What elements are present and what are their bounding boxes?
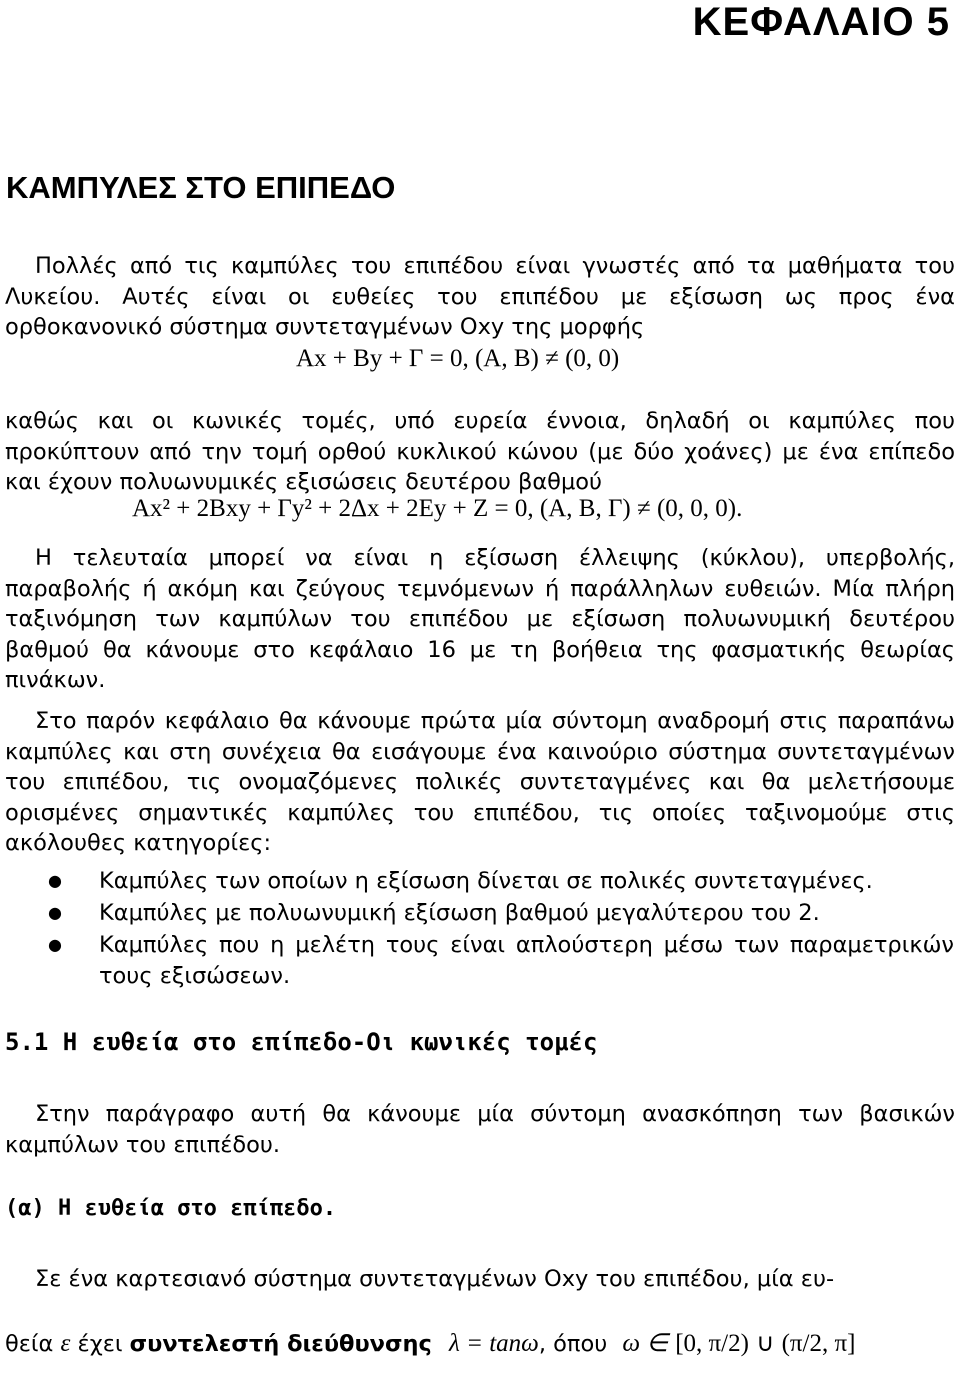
subsection-paragraph-2: Σε ένα καρτεσιανό σύστημα συντεταγμένων Oxy του επιπέδου, μία ευ- <box>35 1266 835 1292</box>
slope-term: συντελεστή διεύθυνσης <box>129 1331 432 1357</box>
section-title: ΚΑΜΠΥΛΕΣ ΣΤΟ ΕΠΙΠΕΔΟ <box>6 170 396 205</box>
document-page: ΚΕΦΑΛΑΙΟ 5 ΚΑΜΠΥΛΕΣ ΣΤΟ ΕΠΙΠΕΔΟ Πολλές από τις καμπύλες του επιπέδου είναι γνωστές από τα μαθήματα του Λυκείου. Αυτές είναι οι ευθείες του επιπέδου με εξίσωση ως προς ένα ορθοκανονικό σύστημα συντεταγμένων Oxy της μορφής Αx + Βy + Γ = 0, (Α, Β) ≠ (0, 0) καθώς και οι κωνικές τομές, υπό ευρεία έννοια, δηλαδή οι καμπύλες που προκύπτουν από την τομή ορθού κυκλικού κώνου (με δύο χοάνες) με ένα επίπεδο και έχουν πολυωνυμικές εξισώσεις δευτέρου βαθμού Αx² + 2Βxy + Γy² + 2Δx + 2Εy + Ζ = 0, (Α, Β, Γ) ≠ (0, 0, 0). Η τελευταία μπορεί να είναι η εξίσωση έλλειψης (κύκλου), υπερβολής, παραβολής ή ακόμη και ζεύγους τεμνόμενων ή παράλληλων ευθειών. Μία πλήρη ταξινόμηση των καμπύλων του επιπέδου με εξίσωση πολυωνυμική δευτέρου βαθμού θα κάνουμε στο κεφάλαιο 16 με τη βοήθεια της φασματικής θεωρίας πινάκων. Στο παρόν κεφάλαιο θα κάνουμε πρώτα μία σύντομη αναδρομή στις παραπάνω καμπύλες και στη συνέχεια θα εισάγουμε ένα καινούριο σύστημα συντεταγμένων του επιπέδου, τις ονομαζόμενες πολικές συντεταγμένες και θα μελετήσουμε ορισμένες σημαντικές καμπύλες του επιπέδου, τις οποίες ταξινομούμε στις ακόλουθες κατηγορίες: ● Καμπύλες των οποίων η εξίσωση δίνεται σε πολικές συντεταγμένες. ● Καμπύλες με πολυωνυμική εξίσωση βαθμού μεγαλύτερου του 2. ● Καμπύλες που η μελέτη τους είναι απλούστερη μέσω των παραμετρικών τους εξισώσεων. 5.1 Η ευθεία στο επίπεδο-Οι κωνικές τομές Στην παράγραφο αυτή θα κάνουμε μία σύντομη ανασκόπηση των βασικών καμπύλων του επιπέδου. (α) Η ευθεία στο επίπεδο. Σε ένα καρτεσιανό σύστημα συντεταγμένων Oxy του επιπέδου, μία ευ- θεία ε έχει συντελεστή διεύθυνσης λ = tanω, όπου ω ∈ [0, π/2) ∪ (π/2, π] <box>5 0 955 1357</box>
slope-formula: λ = tanω <box>449 1330 539 1357</box>
subsection-paragraph-1: Στην παράγραφο αυτή θα κάνουμε μία σύντομη ανασκόπηση των βασικών καμπύλων του επιπέδου. <box>5 1101 955 1158</box>
conic-equation: Αx² + 2Βxy + Γy² + 2Δx + 2Εy + Ζ = 0, (Α, Β, Γ) ≠ (0, 0, 0). <box>132 495 743 522</box>
chapter-title: ΚΕΦΑΛΑΙΟ 5 <box>692 0 950 44</box>
bullet-icon: ● <box>48 871 62 890</box>
intro-paragraph-4: Στο παρόν κεφάλαιο θα κάνουμε πρώτα μία σύντομη αναδρομή στις παραπάνω καμπύλες και στη συνέχεια θα εισάγουμε ένα καινούριο σύστημα συντεταγμένων του επιπέδου, τις ονομαζόμενες πολικές συντεταγμένες και θα μελετήσουμε ορισμένες σημαντικές καμπύλες του επιπέδου, τις οποίες ταξινομούμε στις ακόλουθες κατηγορίες: <box>5 708 955 857</box>
slope-definition-line: θεία ε έχει συντελεστή διεύθυνσης λ = tanω, όπου ω ∈ [0, π/2) ∪ (π/2, π] <box>5 1330 856 1357</box>
intro-paragraph-3: Η τελευταία μπορεί να είναι η εξίσωση έλλειψης (κύκλου), υπερβολής, παραβολής ή ακόμη και ζεύγους τεμνόμενων ή παράλληλων ευθειών. Μία πλήρη ταξινόμηση των καμπύλων του επιπέδου με εξίσωση πολυωνυμική δευτέρου βαθμού θα κάνουμε στο κεφάλαιο 16 με τη βοήθεια της φασματικής θεωρίας πινάκων. <box>5 545 955 694</box>
bullet-icon: ● <box>48 935 62 954</box>
interval-1: [0, π/2) <box>675 1330 749 1357</box>
subsubsection-title: (α) Η ευθεία στο επίπεδο. <box>5 1196 337 1221</box>
bullet-icon: ● <box>48 903 62 922</box>
interval-2: (π/2, π] <box>781 1330 856 1357</box>
intro-paragraph-1: Πολλές από τις καμπύλες του επιπέδου είναι γνωστές από τα μαθήματα του Λυκείου. Αυτές είναι οι ευθείες του επιπέδου με εξίσωση ως προς ένα ορθοκανονικό σύστημα συντεταγμένων Oxy της μορφής <box>5 253 955 341</box>
subsection-title: 5.1 Η ευθεία στο επίπεδο-Οι κωνικές τομές <box>5 1028 598 1056</box>
line-equation: Αx + Βy + Γ = 0, (Α, Β) ≠ (0, 0) <box>296 345 620 372</box>
intro-paragraph-2: καθώς και οι κωνικές τομές, υπό ευρεία έννοια, δηλαδή οι καμπύλες που προκύπτουν από την τομή ορθού κυκλικού κώνου (με δύο χοάνες) με ένα επίπεδο και έχουν πολυωνυμικές εξισώσεις δευτέρου βαθμού <box>5 408 955 496</box>
